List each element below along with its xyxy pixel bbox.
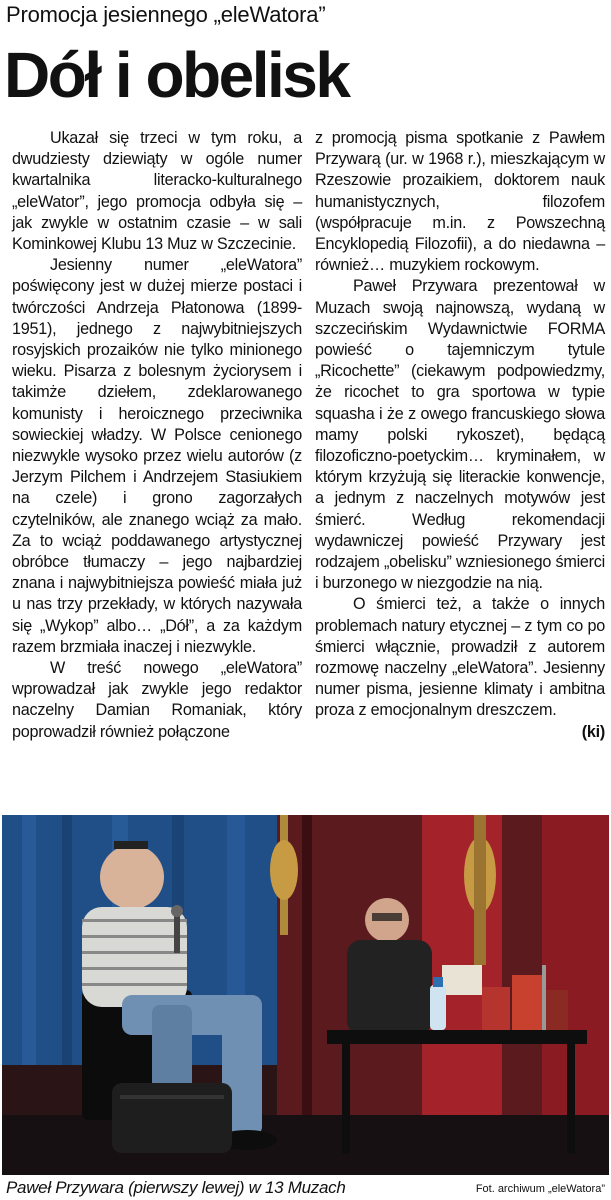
kicker: Promocja jesiennego „eleWatora” [6, 2, 326, 27]
event-photo-illustration [2, 815, 609, 1175]
author-signature: (ki) [581, 722, 605, 741]
event-photo [2, 815, 609, 1175]
paragraph: W treść nowego „eleWatora” wprowadzał jak zwykle jego redaktor naczelny Damian Romaniak, który poprowadził również połączone [12, 659, 302, 741]
paragraph: Ukazał się trzeci w tym roku, a dwudziesty dziewiąty w ogóle numer kwartalnika literacko-kulturalnego „eleWator”, jego promocja odbyła się – jak zwykle w ostatnim czasie – w sali Kominkowej Klubu 13 Muz w Szczecinie. [12, 129, 302, 254]
article-column-left [12, 128, 302, 743]
photo-credit: Fot. archiwum „eleWatora” [475, 1183, 605, 1195]
headline: Dół i obelisk [4, 39, 349, 111]
article-column-right [315, 128, 605, 743]
photo-caption: Paweł Przywara (pierwszy lewej) w 13 Muzach [6, 1178, 346, 1197]
paragraph-continued: z promocją pisma spotkanie z Pawłem Przywarą (ur. w 1968 r.), mieszkającym w Rzeszowie prozaikiem, doktorem nauk humanistycznych, filozofem (współpracuje m.in. z Powszechną Encyklopedią Filozofii), a do niedawna – również… muzykiem rockowym. [315, 129, 605, 275]
paragraph: Jesienny numer „eleWatora” poświęcony jest w dużej mierze postaci i twórczości Andrzeja Płatonowa (1899-1951), jednego z najwybitniejszych rosyjskich prozaików nie tylko minionego wieku. Pisarza z bolesnym życiorysem i takimże dziełem, zdeklarowanego komunisty i heroicznego przeciwnika sowieckiej władzy. W Polsce cenionego niezwykle wysoko przez wielu autorów (z Jerzym Pilchem i Andrzejem Stasiukiem na czele) i grono zagorzałych czytelników, ale znanego wciąż za mało. Za to wciąż poddawanego artystycznej obróbce tłumaczy – jego najbardziej znana i najwybitniejsza powieść miała już u nas trzy przekłady, w których nazywała się „Wykop” albo… „Dół”, a za każdym razem brzmiała inaczej i niezwykle. [12, 256, 302, 656]
paragraph-text: O śmierci też, a także o innych problemach natury etycznej – z tym co po śmierci włącznie, prowadził z autorem rozmowę naczelny „eleWatora”. Jesienny numer pisma, jesienne klimaty i ambitna proza z emocjonalnym dreszczem. [315, 595, 605, 720]
paragraph-last [315, 594, 605, 741]
paragraph: Paweł Przywara prezentował w Muzach swoją najnowszą, wydaną w szczecińskim Wydawnictwie FORMA powieść o tajemniczym tytule „Ricochette” (ciekawym podpowiedzmy, że ricochet to gra sportowa w typie squasha i że z owego francuskiego słowa mamy polski rykoszet), będącą filozoficzno-poetyckim… kryminałem, w którym krzyżują się literackie konwencje, a jednym z naczelnych motywów jest śmierć. Według rekomendacji wydawniczej powieść Przywary jest rodzajem „obelisku” wzniesionego śmierci i burzonego w niezgodzie na nią. [315, 277, 605, 593]
